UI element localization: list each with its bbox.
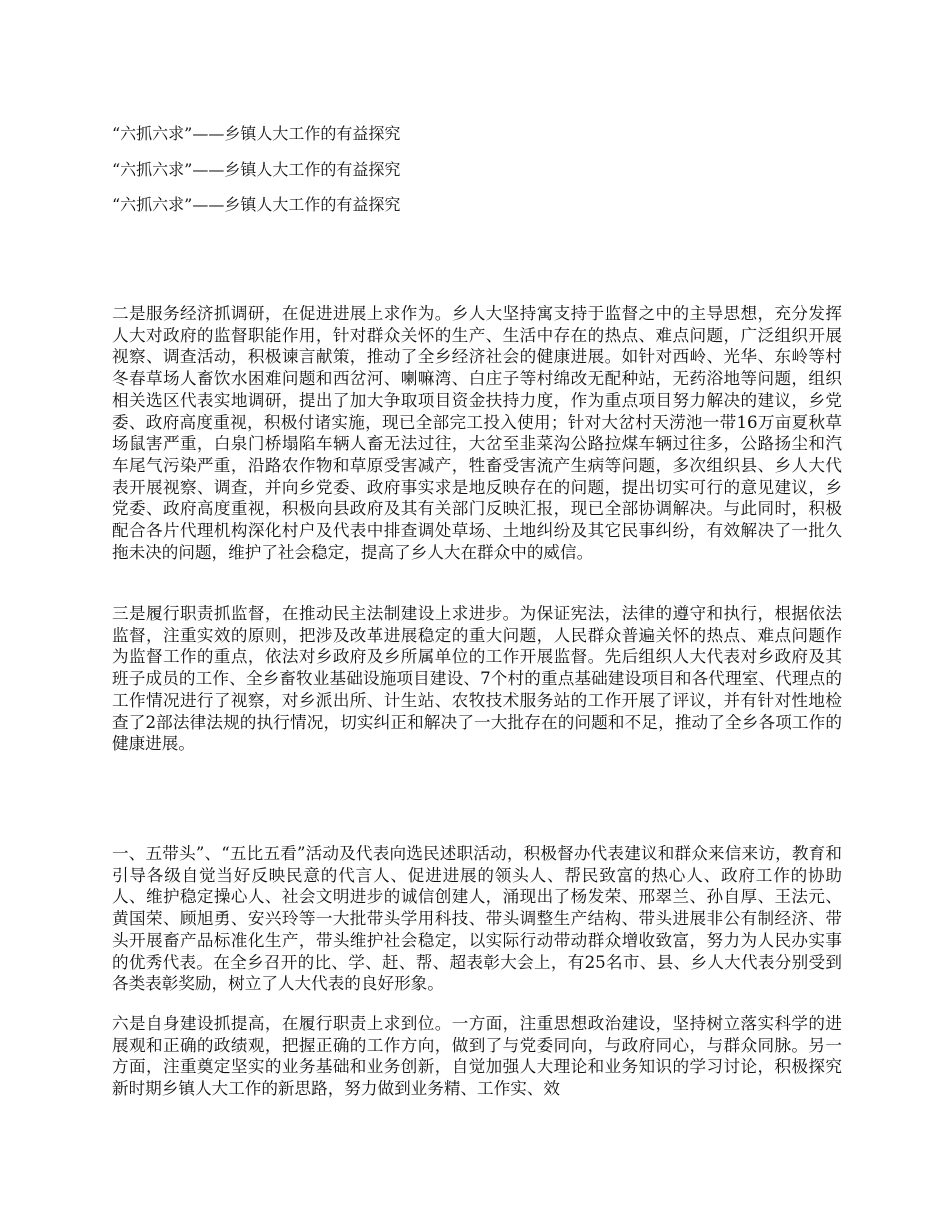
paragraph-representatives: 一、五带头”、“五比五看”活动及代表向选民述职活动，积极督办代表建议和群众来信来访，教育和引导各级自觉当好反映民意的代言人、促进进展的领头人、帮民致富的热心人、政府工作的协助人、维护稳定操心人、社会文明进步的诚信创建人，涌现出了杨发荣、邢翠兰、孙自厚、王法元、黄国荣、顾旭勇、安兴玲等一大批带头学用科技、带头调整生产结构、带头进展非公有制经济、带头开展畜产品标准化生产，带头维护社会稳定，以实际行动带动群众增收致富，努力为人民办实事的优秀代表。在全乡召开的比、学、赶、帮、超表彰大会上，有25名市、县、乡人大代表分别受到各类表彰奖励，树立了人大代表的良好形象。 — [112, 844, 842, 994]
paragraph-service-economy: 二是服务经济抓调研，在促进进展上求作为。乡人大坚持寓支持于监督之中的主导思想，充分发挥人大对政府的监督职能作用，针对群众关怀的生产、生活中存在的热点、难点问题，广泛组织开展视察、调查活动，积极谏言献策，推动了全乡经济社会的健康进展。如针对西岭、光华、东岭等村冬春草场人畜饮水困难问题和西岔河、喇嘛湾、白庄子等村绵改无配种站，无药浴地等问题，组织相关选区代表实地调研，提出了加大争取项目资金扶持力度，作为重点项目努力解决的建议，乡党委、政府高度重视，积极付诸实施，现已全部完工投入使用；针对大岔村天涝池一带16万亩夏秋草场鼠害严重，白泉门桥塌陷车辆人畜无法过往，大岔至韭菜沟公路拉煤车辆过往多，公路扬尘和汽车尾气污染严重，沿路农作物和草原受害减产，牲畜受害流产生病等问题，多次组织县、乡人大代表开展视察、调查，并向乡党委、政府事实求是地反映存在的问题，提出切实可行的意见建议，乡党委、政府高度重视，积极向县政府及其有关部门反映汇报，现已全部协调解决。与此同时，积极配合各片代理机构深化村户及代表中排查调处草场、土地纠纷及其它民事纠纷，有效解决了一批久拖未决的问题，维护了社会稳定，提高了乡人大在群众中的威信。 — [112, 304, 842, 562]
paragraph-self-building: 六是自身建设抓提高，在履行职责上求到位。一方面，注重思想政治建设，坚持树立落实科学的进展观和正确的政绩观，把握正确的工作方向，做到了与党委同向，与政府同心，与群众同脉。另一方面，注重奠定坚实的业务基础和业务创新，自觉加强人大理论和业务知识的学习讨论，积极探究新时期乡镇人大工作的新思路，努力做到业务精、工作实、效 — [112, 1014, 842, 1099]
document-title: “六抓六求”——乡镇人大工作的有益探究 — [112, 195, 401, 214]
document-title: “六抓六求”——乡镇人大工作的有益探究 — [112, 159, 401, 179]
title-block — [112, 124, 842, 231]
document-title: “六抓六求”——乡镇人大工作的有益探究 — [112, 124, 401, 143]
paragraph-supervision: 三是履行职责抓监督，在推动民主法制建设上求进步。为保证宪法，法律的遵守和执行，根据依法监督，注重实效的原则，把涉及改革进展稳定的重大问题，人民群众普遍关怀的热点、难点问题作为监督工作的重点，依法对乡政府及乡所属单位的工作开展监督。先后组织人大代表对乡政府及其班子成员的工作、全乡畜牧业基础设施项目建设、7个村的重点基础建设项目和各代理室、代理点的工作情况进行了视察，对乡派出所、计生站、农牧技术服务站的工作开展了评议，并有针对性地检查了2部法律法规的执行情况，切实纠正和解决了一大批存在的问题和不足，推动了全乡各项工作的健康进展。 — [112, 604, 842, 754]
